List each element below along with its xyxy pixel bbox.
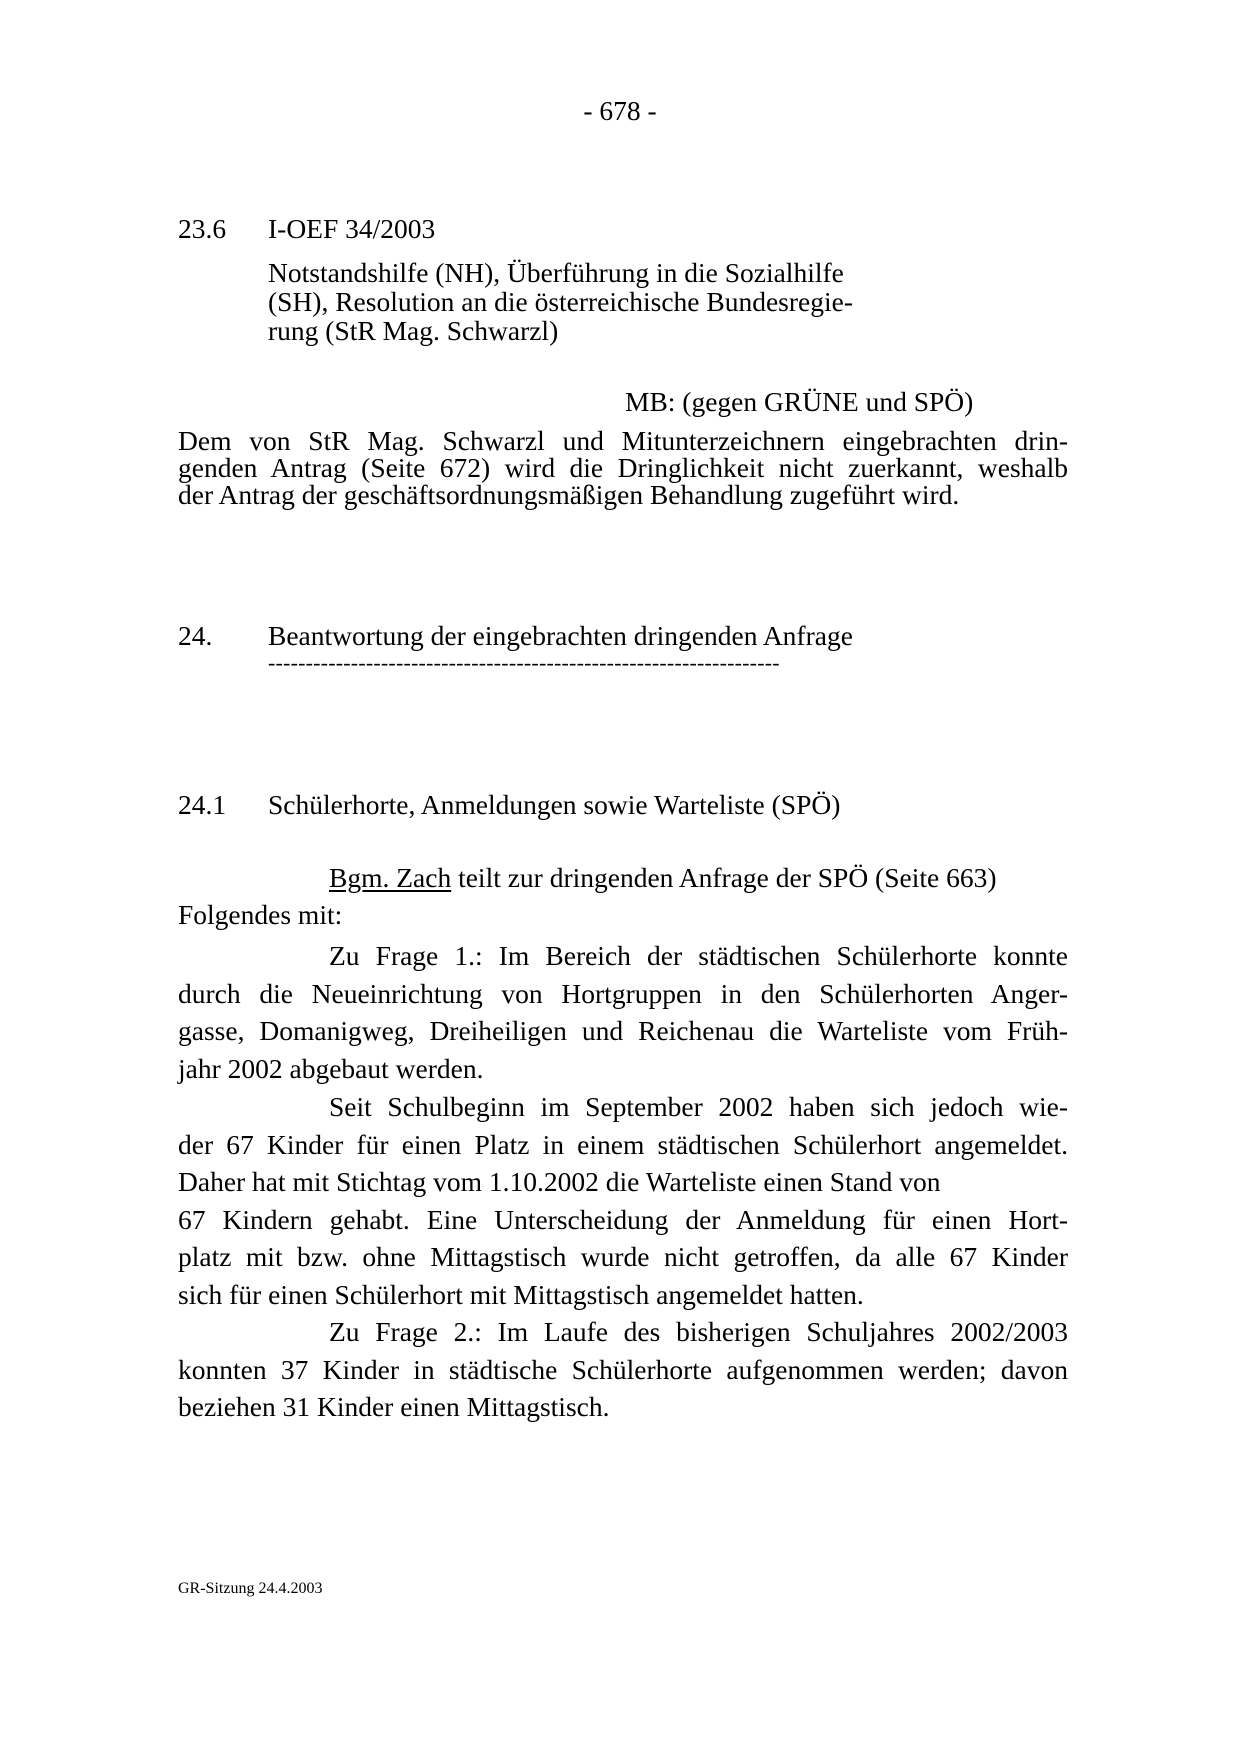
answer-line: gasse, Domanigweg, Dreiheiligen und Reichenau die Warteliste vom Früh- xyxy=(178,1015,1068,1046)
item-23-6-vote: MB: (gegen GRÜNE und SPÖ) xyxy=(625,386,974,417)
paragraph-line: 67 Kindern gehabt. Eine Unterscheidung der Anmeldung für einen Hort- xyxy=(178,1203,1068,1235)
item-23-6-reference: I-OEF 34/2003 xyxy=(268,213,436,244)
item-23-6-resolution xyxy=(178,427,1068,508)
item-23-6-title-line: (SH), Resolution an die österreichische Bundesregie- xyxy=(268,286,853,317)
answer-line: jahr 2002 abgebaut werden. xyxy=(178,1052,484,1084)
answer-question-2 xyxy=(178,1313,1068,1426)
item-24-title: Beantwortung der eingebrachten dringenden Anfrage xyxy=(268,620,853,651)
item-23-6-number: 23.6 xyxy=(178,213,227,244)
paragraph-line: Daher hat mit Stichtag vom 1.10.2002 die Warteliste einen Stand von xyxy=(178,1166,941,1197)
answer-line: beziehen 31 Kinder einen Mittagstisch. xyxy=(178,1391,610,1422)
intro-text: teilt zur dringenden Anfrage der SPÖ (Seite 663) xyxy=(451,862,997,893)
paragraph-line: platz mit bzw. ohne Mittagstisch wurde nicht getroffen, da alle 67 Kinder xyxy=(178,1241,1068,1272)
paragraph-line: Seit Schulbeginn im September 2002 haben sich jedoch wie- xyxy=(329,1091,1068,1122)
answer-line: Zu Frage 1.: Im Bereich der städtischen Schülerhorte konnte xyxy=(329,940,1068,971)
page-number: - 678 - xyxy=(583,95,657,126)
item-23-6-title-line: Notstandshilfe (NH), Überführung in die Sozialhilfe xyxy=(268,257,844,288)
answer-line: konnten 37 Kinder in städtische Schülerhorte aufgenommen werden; davon xyxy=(178,1353,1068,1385)
answer-line: durch die Neueinrichtung von Hortgruppen in den Schülerhorten Anger- xyxy=(178,977,1068,1009)
resolution-line: Dem von StR Mag. Schwarzl und Mitunterzeichnern eingebrachten drin- xyxy=(178,425,1068,456)
item-24-1-number: 24.1 xyxy=(178,789,227,820)
resolution-line: der Antrag der geschäftsordnungsmäßigen Behandlung zugeführt wird. xyxy=(178,479,960,510)
item-24-rule: -------------------------------------------------------------------- xyxy=(268,650,780,675)
item-24-1-title: Schülerhorte, Anmeldungen sowie Warteliste (SPÖ) xyxy=(268,789,841,820)
item-23-6-title xyxy=(268,258,853,345)
answer-question-1 xyxy=(178,937,1068,1087)
speaker-name: Bgm. Zach xyxy=(329,862,452,893)
resolution-line: genden Antrag (Seite 672) wird die Dringlichkeit nicht zuerkannt, weshalb xyxy=(178,452,1068,483)
waiting-list-paragraph xyxy=(178,1088,1068,1313)
item-24-number: 24. xyxy=(178,620,213,651)
answer-line: Zu Frage 2.: Im Laufe des bisherigen Schuljahres 2002/2003 xyxy=(329,1316,1068,1347)
intro-line-1 xyxy=(329,862,996,893)
item-23-6-title-line: rung (StR Mag. Schwarzl) xyxy=(268,315,559,346)
paragraph-line: der 67 Kinder für einen Platz in einem städtischen Schülerhort angemeldet. xyxy=(178,1128,1068,1160)
footer-session-date: GR-Sitzung 24.4.2003 xyxy=(178,1580,323,1597)
intro-line-2: Folgendes mit: xyxy=(178,899,343,930)
paragraph-line: sich für einen Schülerhort mit Mittagstisch angemeldet hatten. xyxy=(178,1278,864,1310)
